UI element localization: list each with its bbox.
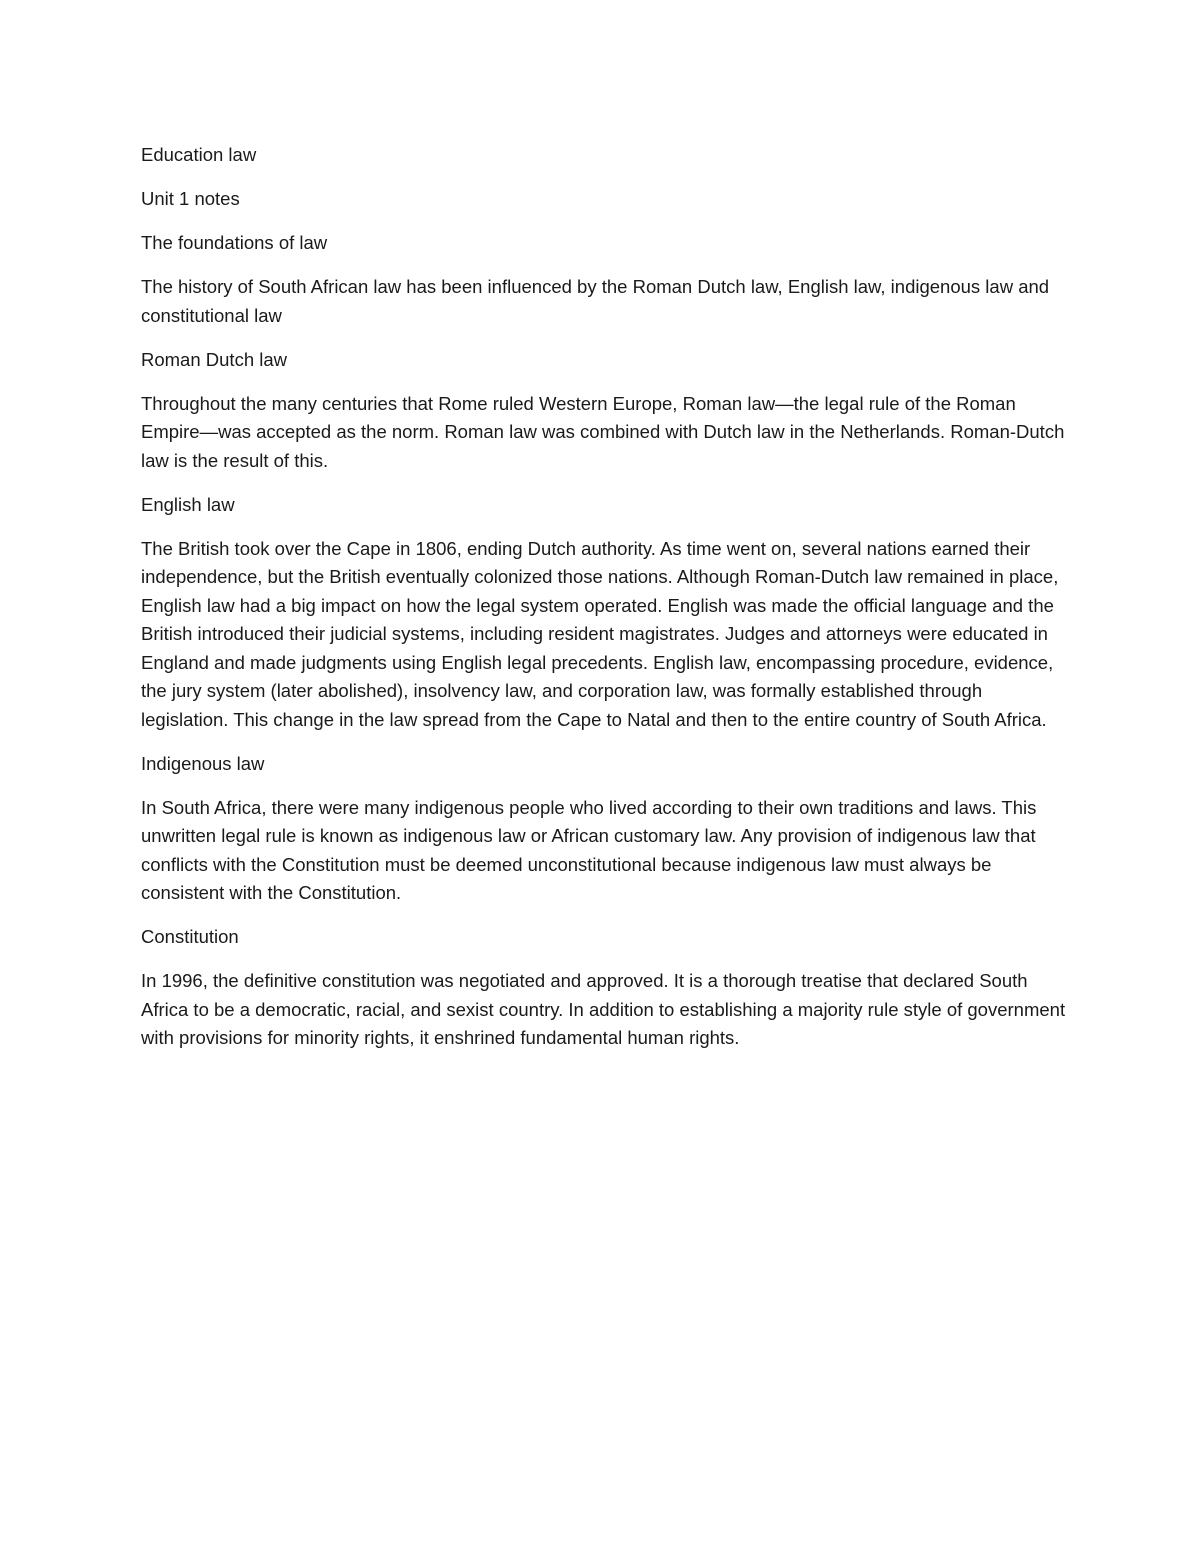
intro-paragraph: The history of South African law has been influenced by the Roman Dutch law, English law, indigenous law and constitutional law <box>141 276 1050 326</box>
document-topic: The foundations of law <box>141 232 328 253</box>
section-body-constitution: In 1996, the definitive constitution was negotiated and approved. It is a thorough treatise that declared South Africa to be a democratic, racial, and sexist country. In addition to establishing a majority rule style of government with provisions for minority rights, it enshrined fundamental human rights. <box>141 970 1066 1048</box>
section-heading-english-law: English law <box>141 493 235 515</box>
document-subtitle: Unit 1 notes <box>141 188 240 209</box>
document-title: Education law <box>141 144 257 165</box>
section-heading-roman-dutch-law: Roman Dutch law <box>141 348 288 370</box>
section-body-english-law: The British took over the Cape in 1806, ending Dutch authority. As time went on, several nations earned their independence, but the British eventually colonized those nations. Although Roman-Dutch law remained in place, English law had a big impact on how the legal system operated. English was made the official language and the British introduced their judicial systems, including resident magistrates. Judges and attorneys were educated in England and made judgments using English legal precedents. English law, encompassing procedure, evidence, the jury system (later abolished), insolvency law, and corporation law, was formally established through legislation. This change in the law spread from the Cape to Natal and then to the entire country of South Africa. <box>141 537 1059 730</box>
section-body-roman-dutch-law: Throughout the many centuries that Rome ruled Western Europe, Roman law—the legal rule of the Roman Empire—was accepted as the norm. Roman law was combined with Dutch law in the Netherlands. Roman-Dutch law is the result of this. <box>141 392 1065 471</box>
document-body <box>141 141 1066 1068</box>
section-heading-indigenous-law: Indigenous law <box>141 752 265 774</box>
section-heading-constitution: Constitution <box>141 926 239 947</box>
section-body-indigenous-law: In South Africa, there were many indigenous people who lived according to their own traditions and laws. This unwritten legal rule is known as indigenous law or African customary law. Any provision of indigenous law that conflicts with the Constitution must be deemed unconstitutional because indigenous law must always be consistent with the Constitution. <box>141 796 1037 903</box>
